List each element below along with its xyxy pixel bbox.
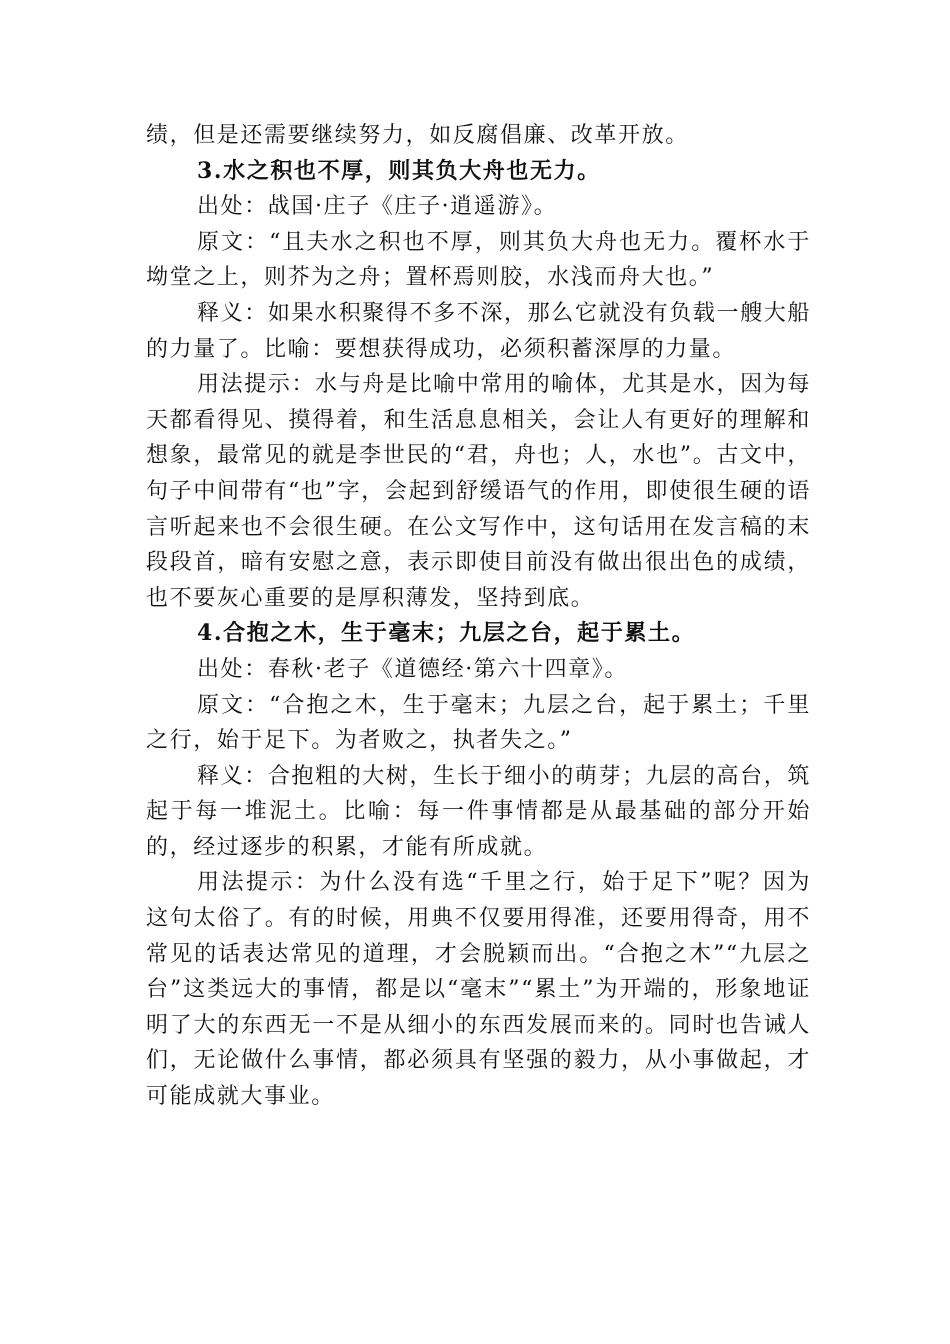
usage-tip-paragraph: 用法提示：为什么没有选“千里之行，始于足下”呢？因为这句太俗了。有的时候，用典不仅要用得准，还要用得奇，用不常见的话表达常见的道理，才会脱颖而出。“合抱之木”“九层之台”这类远大的事情，都是以“毫末”“累土”为开端的，形象地证明了大的东西无一不是从细小的东西发展而来的。同时也告诫人们，无论做什么事情，都必须具有坚强的毅力，从小事做起，才可能成就大事业。	[146, 870, 811, 1110]
original-text-paragraph: 原文：“且夫水之积也不厚，则其负大舟也无力。覆杯水于坳堂之上，则芥为之舟；置杯焉则胶，水浅而舟大也。”	[146, 229, 811, 291]
usage-tip-paragraph: 用法提示：水与舟是比喻中常用的喻体，尤其是水，因为每天都看得见、摸得着，和生活息息相关，会让人有更好的理解和想象，最常见的就是李世民的“君，舟也；人，水也”。古文中，句子中间带有“也”字，会起到舒缓语气的作用，即使很生硬的语言听起来也不会很生硬。在公文写作中，这句话用在发言稿的末段段首，暗有安慰之意，表示即使目前没有做出很出色的成绩，也不要灰心重要的是厚积薄发，坚持到底。	[146, 372, 811, 611]
section-heading-4: 4.合抱之木，生于毫末；九层之台，起于累土。	[197, 620, 696, 647]
document-body	[146, 118, 811, 1115]
section-heading-3: 3.水之积也不厚，则其负大舟也无力。	[197, 157, 601, 184]
original-text-paragraph: 原文：“合抱之木，生于毫末；九层之台，起于累土；千里之行，始于足下。为者败之，执者失之。”	[146, 692, 811, 754]
source-paragraph: 出处：战国·庄子《庄子·逍遥游》。	[197, 194, 558, 220]
source-paragraph: 出处：春秋·老子《道德经·第六十四章》。	[197, 656, 628, 682]
meaning-paragraph: 释义：如果水积聚得不多不深，那么它就没有负载一艘大船的力量了。比喻：要想获得成功，必须积蓄深厚的力量。	[146, 300, 811, 362]
meaning-paragraph: 释义：合抱粗的大树，生长于细小的萌芽；九层的高台，筑起于每一堆泥土。比喻：每一件事情都是从最基础的部分开始的，经过逐步的积累，才能有所成就。	[146, 763, 811, 860]
paragraph-continuation: 绩，但是还需要继续努力，如反腐倡廉、改革开放。	[146, 123, 689, 148]
